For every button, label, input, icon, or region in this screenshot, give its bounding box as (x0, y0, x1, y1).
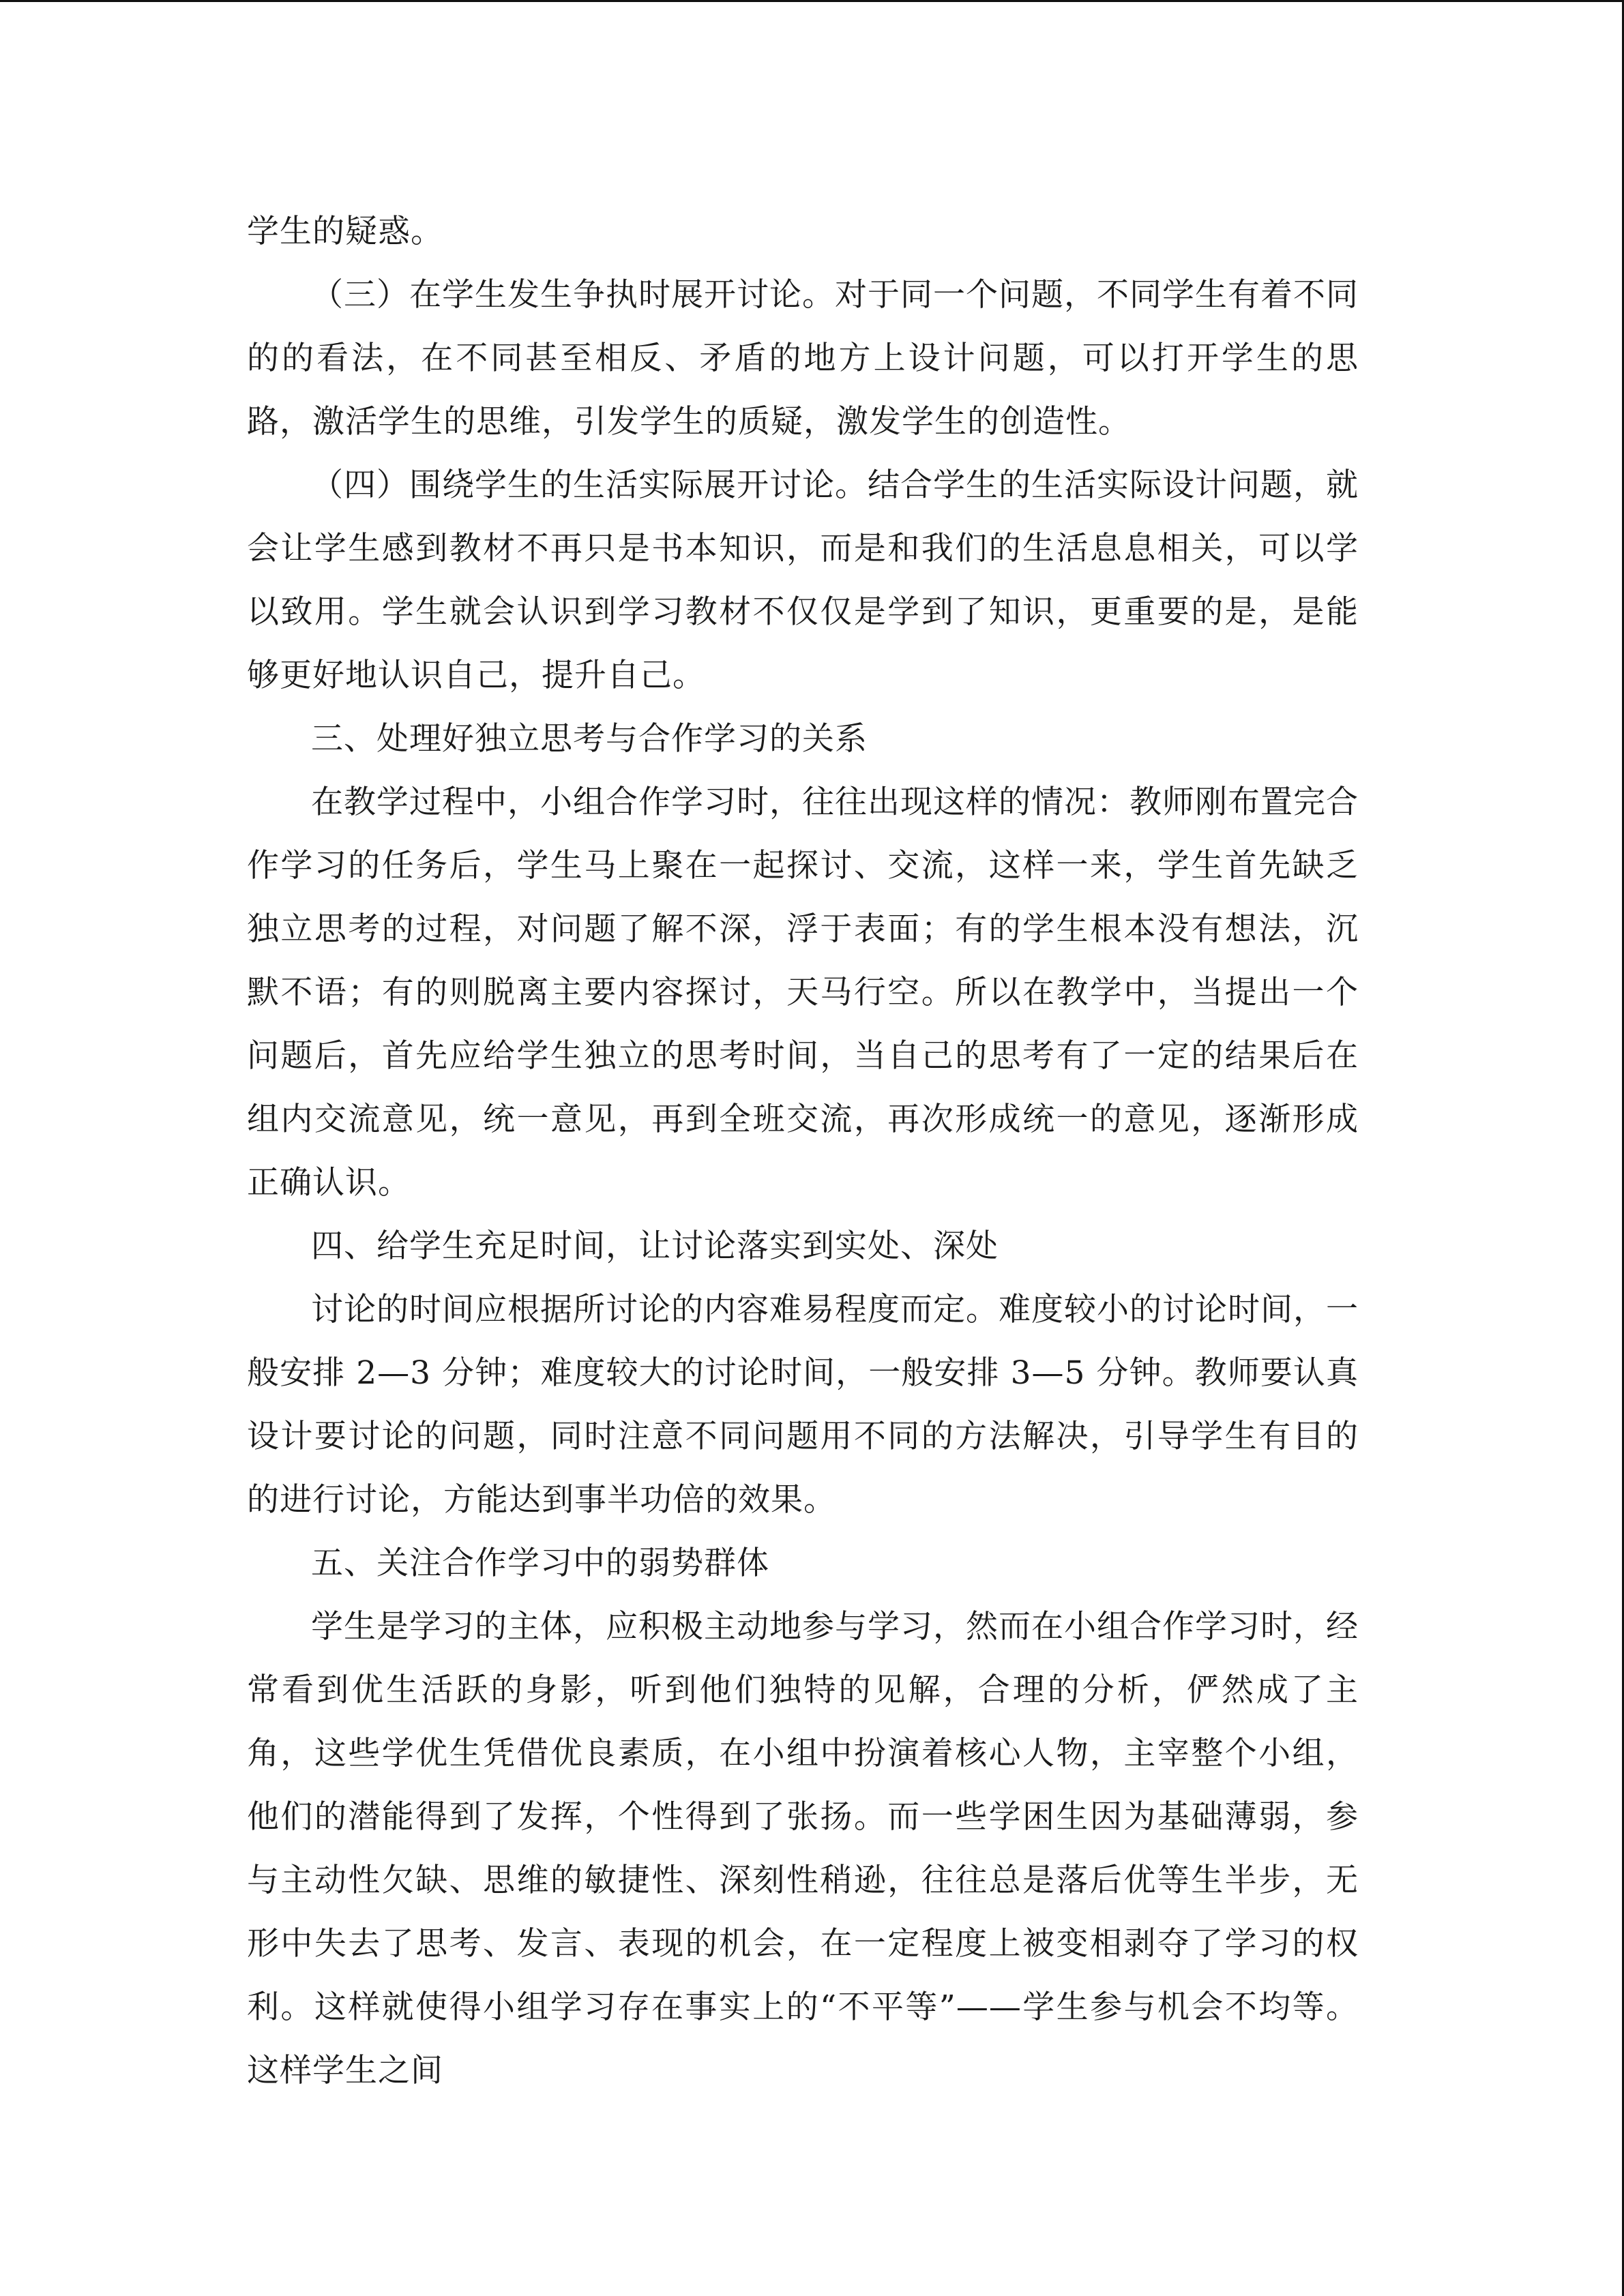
paragraph-discussion-conflict: （三）在学生发生争执时展开讨论。对于同一个问题，不同学生有着不同的的看法，在不同甚至相反、矛盾的地方上设计问题，可以打开学生的思路，激活学生的思维，引发学生的质疑，激发学生的创造性。 (247, 276, 1359, 441)
paragraph-independent-thinking: 在教学过程中，小组合作学习时，往往出现这样的情况：教师刚布置完合作学习的任务后，学生马上聚在一起探讨、交流，这样一来，学生首先缺乏独立思考的过程，对问题了解不深，浮于表面；有的学生根本没有想法，沉默不语；有的则脱离主要内容探讨，天马行空。所以在教学中，当提出一个问题后，首先应给学生独立的思考时间，当自己的思考有了一定的结果后在组内交流意见，统一意见，再到全班交流，再次形成统一的意见，逐渐形成正确认识。 (247, 784, 1359, 1202)
paragraph-discussion-life: （四）围绕学生的生活实际展开讨论。结合学生的生活实际设计问题，就会让学生感到教材不再只是书本知识，而是和我们的生活息息相关，可以学以致用。学生就会认识到学习教材不仅仅是学到了知识，更重要的是，是能够更好地认识自己，提升自己。 (247, 466, 1359, 694)
document-body (247, 200, 1359, 2102)
section-heading-3: 三、处理好独立思考与合作学习的关系 (311, 720, 868, 758)
section-heading-4: 四、给学生充足时间，让讨论落实到实处、深处 (311, 1227, 999, 1265)
section-heading-5: 五、关注合作学习中的弱势群体 (311, 1545, 769, 1582)
paragraph-continuation: 学生的疑惑。 (247, 213, 443, 250)
paragraph-discussion-time: 讨论的时间应根据所讨论的内容难易程度而定。难度较小的讨论时间，一般安排 2—3 分钟；难度较大的讨论时间，一般安排 3—5 分钟。教师要认真设计要讨论的问题，同时注意不同问题用不同的方法解决，引导学生有目的的进行讨论，方能达到事半功倍的效果。 (247, 1291, 1359, 1519)
paragraph-weak-groups: 学生是学习的主体，应积极主动地参与学习，然而在小组合作学习时，经常看到优生活跃的身影，听到他们独特的见解，合理的分析，俨然成了主角，这些学优生凭借优良素质，在小组中扮演着核心人物，主宰整个小组，他们的潜能得到了发挥，个性得到了张扬。而一些学困生因为基础薄弱，参与主动性欠缺、思维的敏捷性、深刻性稍逊，往往总是落后优等生半步，无形中失去了思考、发言、表现的机会，在一定程度上被变相剥夺了学习的权利。这样就使得小组学习存在事实上的“不平等”——学生参与机会不均等。这样学生之间 (247, 1608, 1359, 2089)
